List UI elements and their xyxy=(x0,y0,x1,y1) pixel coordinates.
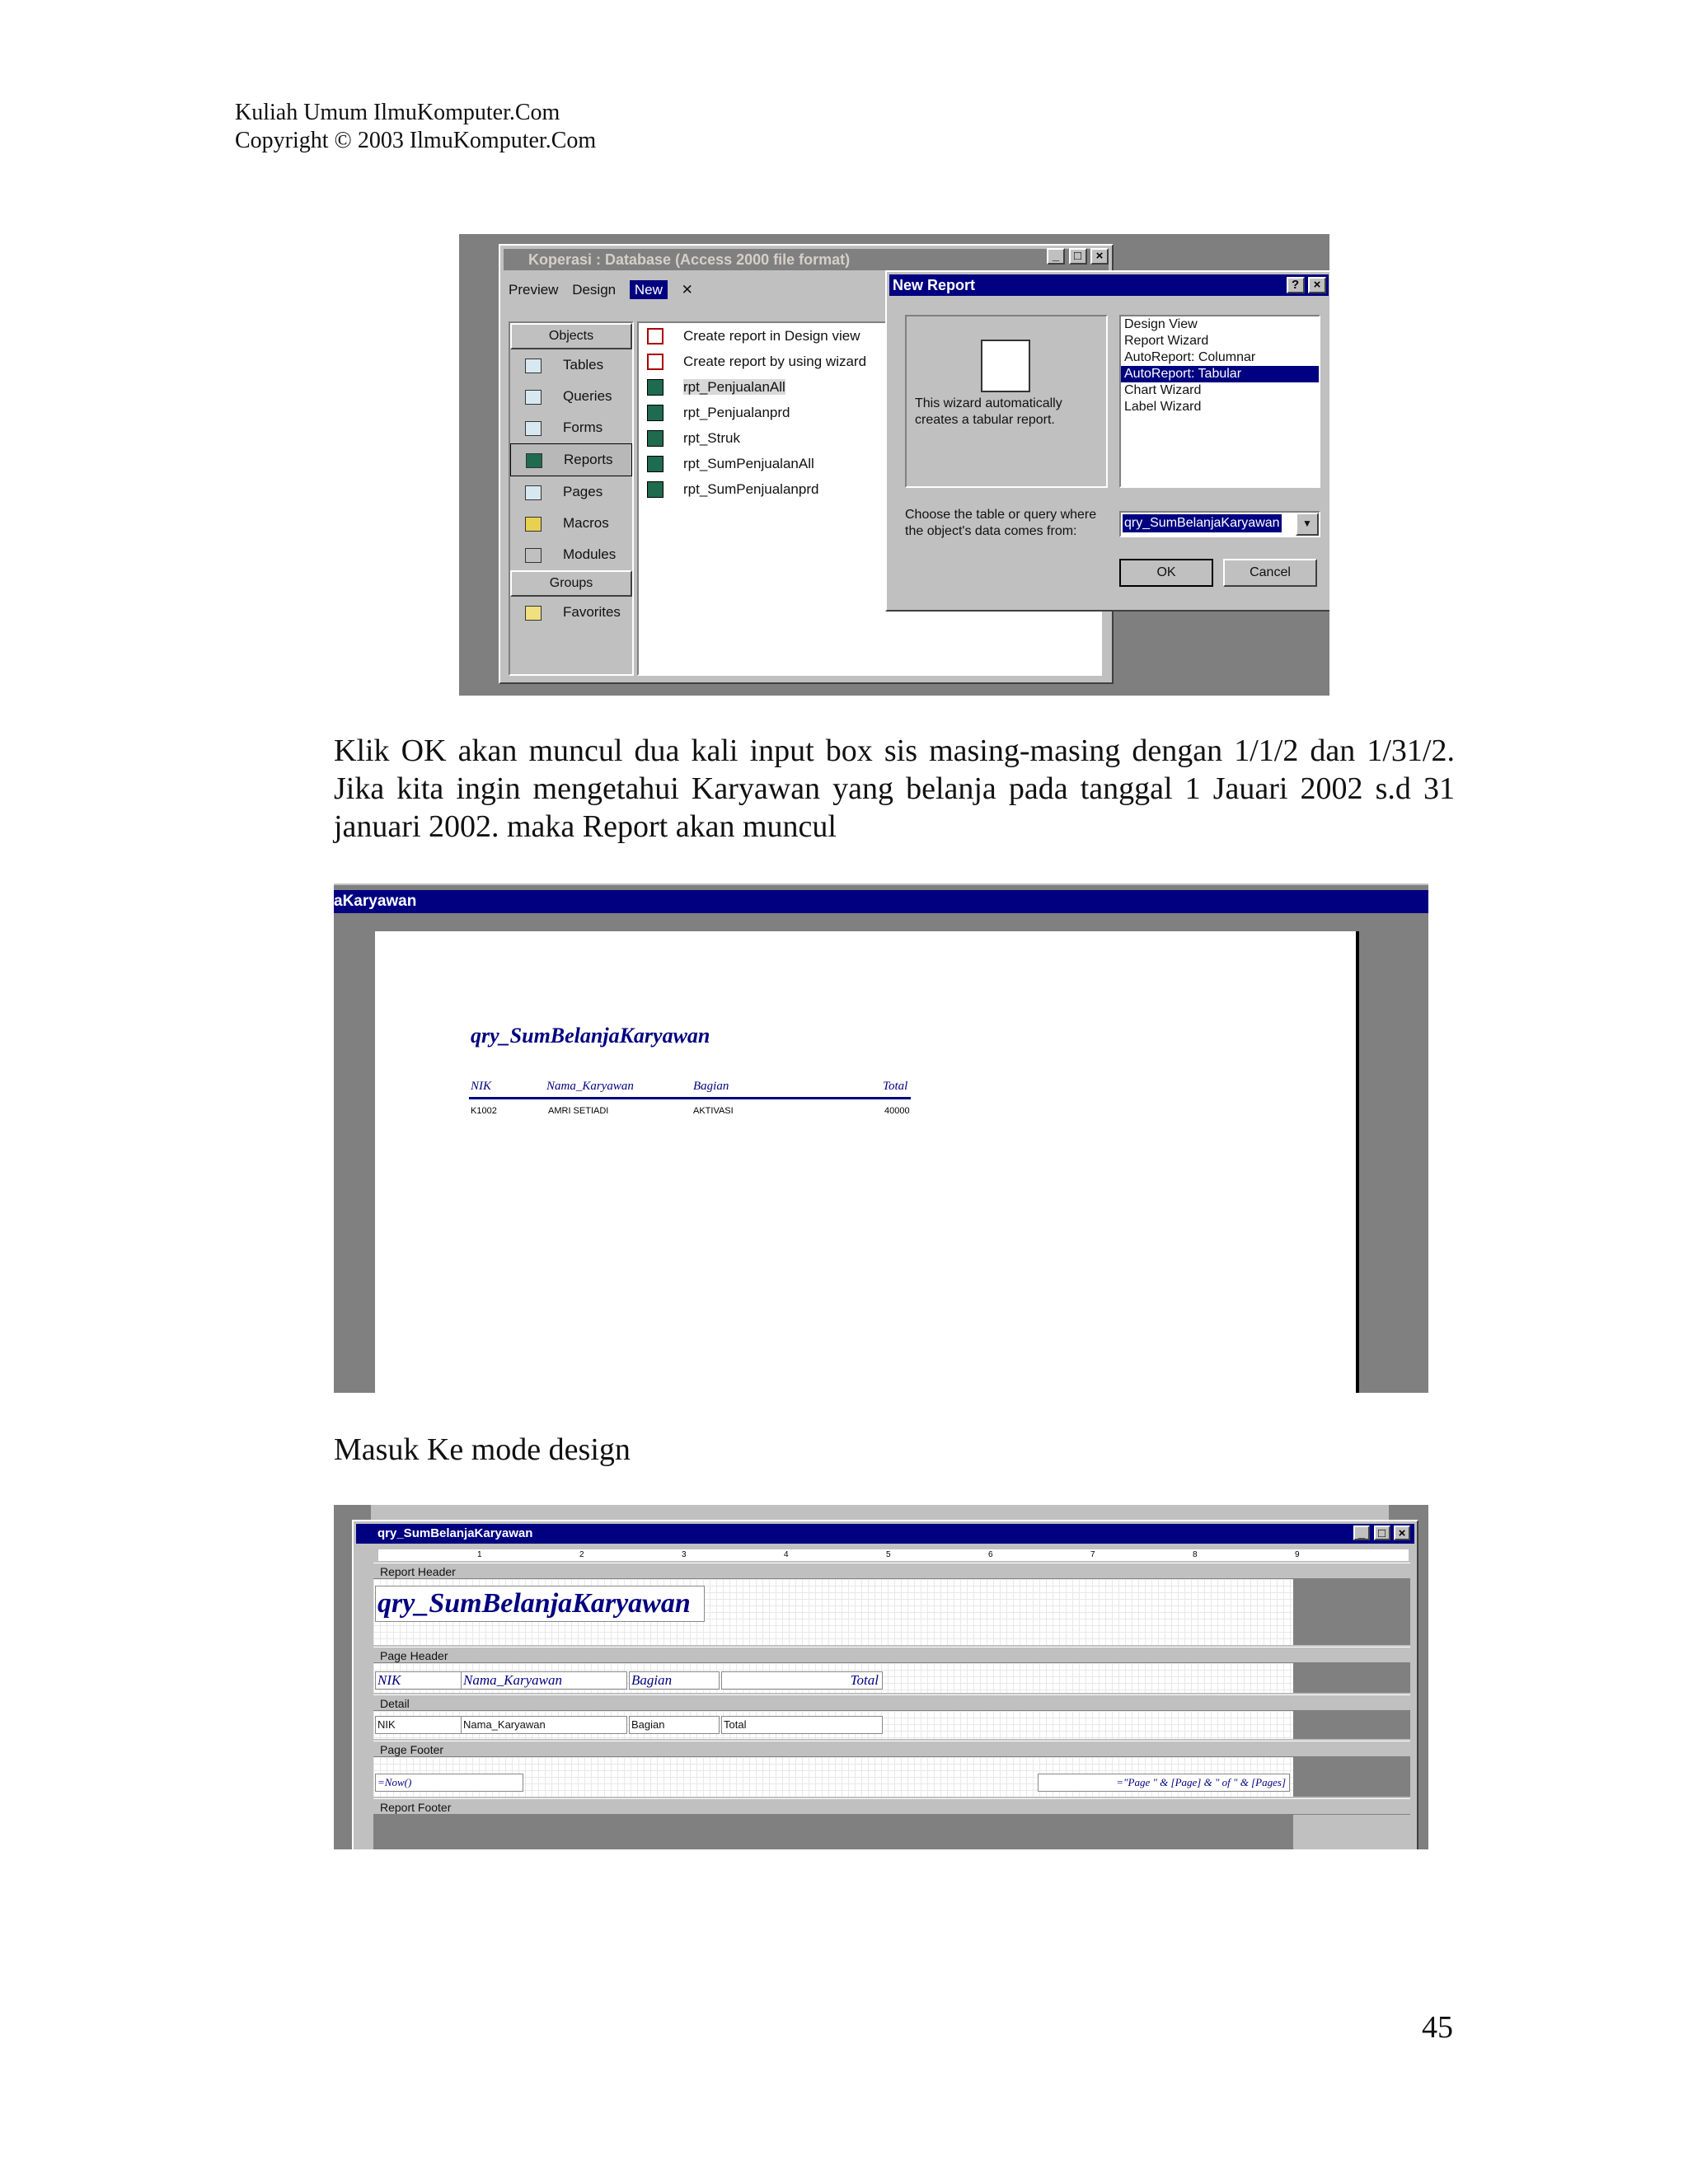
section-report-header[interactable]: Report Header xyxy=(373,1563,1410,1579)
favorites-folder-icon xyxy=(525,606,542,621)
report-icon xyxy=(647,481,663,498)
macro-icon xyxy=(525,517,542,532)
ruler-mark: 8 xyxy=(1193,1550,1198,1559)
object-label: Pages xyxy=(563,484,603,499)
ruler-mark: 6 xyxy=(988,1550,993,1559)
design-window-title: qry_SumBelanjaKaryawan xyxy=(356,1524,1414,1544)
report-page xyxy=(375,931,1359,1393)
horizontal-ruler xyxy=(378,1549,1409,1561)
field-bagian[interactable]: Bagian xyxy=(629,1716,720,1734)
paragraph-1: Klik OK akan muncul dua kali input box sis masing-masing dengan 1/1/2 dan 1/31/2. Jika kita ingin mengetahui Karyawan yang belanja pada tanggal 1 Jauari 2002 s.d 31 januari 2002. maka Report akan muncul xyxy=(334,733,1455,844)
cell-nik: K1002 xyxy=(471,1106,497,1116)
objects-panel xyxy=(509,321,634,676)
column-header-nik: NIK xyxy=(471,1080,492,1093)
tabular-report-icon xyxy=(981,340,1030,392)
list-item-label: rpt_SumPenjualanAll xyxy=(683,456,814,471)
ruler-mark: 2 xyxy=(579,1550,584,1559)
report-icon xyxy=(526,453,542,468)
field-nik[interactable]: NIK xyxy=(375,1716,462,1734)
list-item[interactable]: Design View xyxy=(1124,317,1198,331)
help-icon[interactable]: ? xyxy=(1287,277,1305,293)
close-icon[interactable]: × xyxy=(1394,1526,1410,1540)
header-underline xyxy=(469,1097,911,1099)
object-pages[interactable] xyxy=(510,476,632,508)
object-queries[interactable] xyxy=(510,381,632,412)
ruler-mark: 5 xyxy=(886,1550,891,1559)
wizard-preview xyxy=(905,315,1108,488)
page-icon xyxy=(525,485,542,500)
minimize-icon[interactable]: _ xyxy=(1047,248,1065,265)
new-report-dialog xyxy=(885,270,1329,612)
outside-area xyxy=(1293,1579,1410,1645)
query-icon xyxy=(525,390,542,405)
object-label: Macros xyxy=(563,515,609,531)
label-nik[interactable]: NIK xyxy=(375,1671,462,1690)
list-item[interactable]: AutoReport: Columnar xyxy=(1124,350,1256,364)
object-tables[interactable] xyxy=(510,349,632,381)
design-window xyxy=(352,1520,1418,1849)
object-label: Tables xyxy=(563,357,604,373)
ruler-mark: 9 xyxy=(1295,1550,1300,1559)
header-line-2: Copyright © 2003 IlmuKomputer.Com xyxy=(235,128,597,153)
paragraph-2: Masuk Ke mode design xyxy=(334,1432,631,1467)
screenshot-new-report xyxy=(459,234,1329,696)
minimize-icon[interactable]: _ xyxy=(1353,1526,1370,1540)
ruler-mark: 4 xyxy=(784,1550,789,1559)
ruler-mark: 3 xyxy=(682,1550,687,1559)
ruler-mark: 1 xyxy=(477,1550,482,1559)
background-window xyxy=(878,1505,1389,1520)
screenshot-design-view xyxy=(334,1505,1428,1849)
database-window-controls xyxy=(1047,248,1109,265)
objects-header[interactable]: Objects xyxy=(510,323,632,349)
cell-nama: AMRI SETIADI xyxy=(548,1106,609,1116)
module-icon xyxy=(525,548,542,563)
page-number: 45 xyxy=(1422,2010,1453,2045)
new-report-title: New Report xyxy=(889,274,1329,296)
list-item-selected[interactable]: AutoReport: Tabular xyxy=(1121,366,1319,382)
label-bagian[interactable]: Bagian xyxy=(629,1671,720,1690)
field-total[interactable]: Total xyxy=(721,1716,883,1734)
cell-total: 40000 xyxy=(884,1106,910,1116)
list-item-label: rpt_Penjualanprd xyxy=(683,405,790,420)
new-button[interactable]: New xyxy=(630,280,668,299)
maximize-icon[interactable]: □ xyxy=(1374,1526,1390,1540)
source-select[interactable] xyxy=(1119,511,1320,537)
preview-button[interactable]: Preview xyxy=(509,282,559,298)
form-icon xyxy=(525,421,542,436)
column-header-nama: Nama_Karyawan xyxy=(546,1080,634,1093)
window-border xyxy=(334,883,1428,885)
dialog-controls xyxy=(1287,277,1326,293)
column-header-bagian: Bagian xyxy=(693,1080,729,1093)
outside-area xyxy=(1293,1663,1410,1693)
report-icon xyxy=(647,430,663,447)
object-modules[interactable] xyxy=(510,539,632,570)
wizard-icon xyxy=(647,354,663,370)
report-type-list xyxy=(1119,315,1320,488)
object-macros[interactable] xyxy=(510,508,632,539)
outside-area xyxy=(1293,1711,1410,1739)
section-detail[interactable]: Detail xyxy=(373,1694,1410,1711)
column-header-total: Total xyxy=(883,1080,908,1093)
ruler-mark: 7 xyxy=(1090,1550,1095,1559)
list-item-label: rpt_PenjualanAll xyxy=(683,379,785,395)
list-item-label: Create report by using wizard xyxy=(683,354,867,369)
database-window-title: Koperasi : Database (Access 2000 file format) xyxy=(504,249,1109,270)
list-item-label: Create report in Design view xyxy=(683,328,860,344)
chevron-down-icon[interactable]: ▼ xyxy=(1296,513,1319,536)
design-window-controls xyxy=(1353,1526,1410,1541)
footer-now-field[interactable]: =Now() xyxy=(375,1774,523,1792)
report-title-label[interactable]: qry_SumBelanjaKaryawan xyxy=(375,1586,705,1622)
list-item-label: rpt_SumPenjualanprd xyxy=(683,481,819,497)
report-title: qry_SumBelanjaKaryawan xyxy=(471,1024,710,1047)
table-icon xyxy=(525,359,542,373)
group-favorites[interactable] xyxy=(510,597,632,628)
wizard-description: This wizard automatically creates a tabular report. xyxy=(915,396,1062,427)
report-icon xyxy=(647,405,663,421)
groups-header[interactable]: Groups xyxy=(510,570,632,597)
delete-icon[interactable]: ✕ xyxy=(681,282,693,298)
list-item[interactable]: Label Wizard xyxy=(1124,400,1202,414)
close-icon[interactable]: × xyxy=(1308,277,1326,293)
cancel-button[interactable]: Cancel xyxy=(1223,559,1317,587)
close-icon[interactable]: × xyxy=(1090,248,1109,265)
database-toolbar xyxy=(509,282,703,298)
vertical-ruler xyxy=(357,1563,372,1849)
object-label: Queries xyxy=(563,388,612,404)
list-item[interactable]: Chart Wizard xyxy=(1124,383,1202,397)
wizard-icon xyxy=(647,328,663,344)
group-label: Favorites xyxy=(563,604,621,620)
source-value: qry_SumBelanjaKaryawan xyxy=(1123,514,1282,532)
section-report-footer[interactable]: Report Footer xyxy=(373,1798,1410,1815)
report-icon xyxy=(647,379,663,396)
object-forms[interactable] xyxy=(510,412,632,443)
object-label: Forms xyxy=(563,419,603,435)
ok-button[interactable]: OK xyxy=(1119,559,1213,587)
background-window xyxy=(371,1505,882,1520)
object-label: Modules xyxy=(563,546,617,562)
object-reports[interactable] xyxy=(510,443,632,476)
list-item[interactable]: Report Wizard xyxy=(1124,334,1209,348)
report-footer-area xyxy=(373,1815,1293,1849)
maximize-icon[interactable]: □ xyxy=(1069,248,1087,265)
header-line-1: Kuliah Umum IlmuKomputer.Com xyxy=(235,100,560,125)
screenshot-report-preview xyxy=(334,883,1428,1393)
outside-area xyxy=(1293,1757,1410,1797)
field-nama[interactable]: Nama_Karyawan xyxy=(461,1716,627,1734)
design-button[interactable]: Design xyxy=(572,282,617,298)
section-page-header[interactable]: Page Header xyxy=(373,1647,1410,1663)
report-icon xyxy=(647,456,663,472)
label-nama[interactable]: Nama_Karyawan xyxy=(461,1671,627,1690)
section-page-footer[interactable]: Page Footer xyxy=(373,1741,1410,1757)
label-total[interactable]: Total xyxy=(721,1671,883,1690)
footer-page-field[interactable]: ="Page " & [Page] & " of " & [Pages] xyxy=(1038,1774,1290,1792)
cell-bagian: AKTIVASI xyxy=(693,1106,734,1116)
list-item-label: rpt_Struk xyxy=(683,430,740,446)
object-label: Reports xyxy=(564,452,613,467)
report-window-title: aKaryawan xyxy=(334,890,1428,913)
choose-source-label: Choose the table or query where the object's data comes from: xyxy=(905,508,1097,538)
